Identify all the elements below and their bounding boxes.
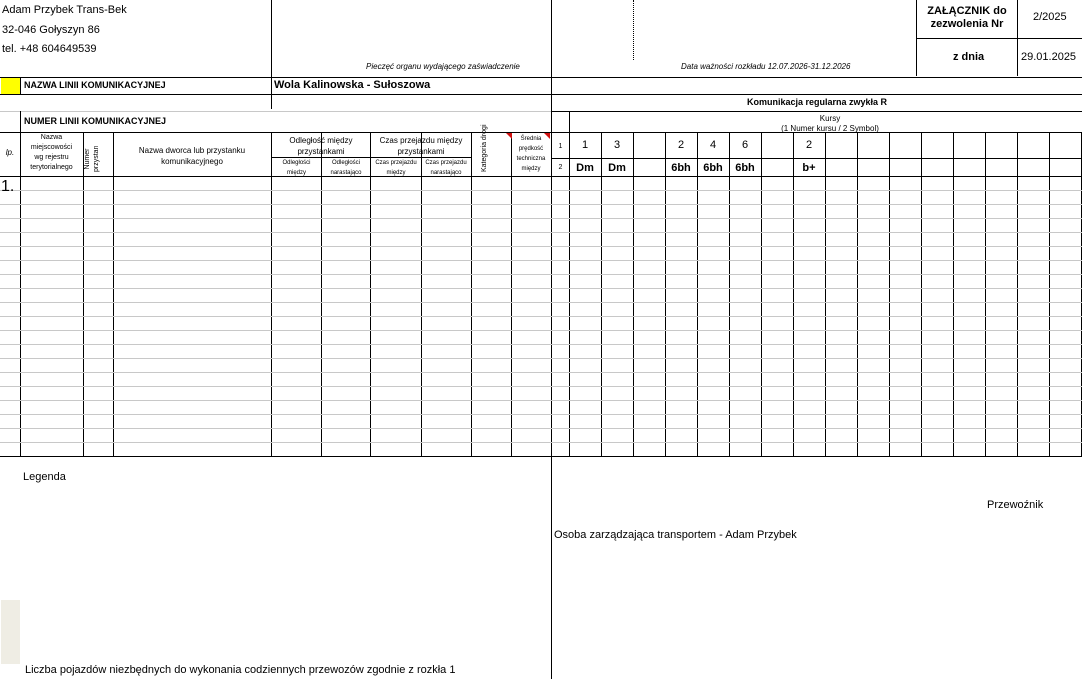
course-symbol: b+ bbox=[802, 162, 816, 174]
grid-line bbox=[729, 132, 730, 456]
col-road-category: Kategoria drogi bbox=[481, 124, 488, 172]
transport-manager: Osoba zarządzająca transportem - Adam Przybek bbox=[554, 529, 797, 541]
carrier-label: Przewoźnik bbox=[987, 499, 1044, 511]
course-symbol: 6bh bbox=[703, 162, 723, 174]
grid-line bbox=[857, 132, 858, 456]
grid-line bbox=[0, 218, 1082, 219]
grid-line bbox=[552, 158, 1082, 159]
course-number: 2 bbox=[805, 139, 813, 151]
grid-line bbox=[321, 132, 322, 456]
grid-line bbox=[953, 132, 954, 456]
line-number-label: NUMER LINII KOMUNIKACYJNEJ bbox=[24, 116, 167, 126]
vehicles-text: Liczba pojazdów niezbędnych do wykonania codziennych przewozów zgodnie z rozkła 1 bbox=[25, 664, 456, 676]
course-symbol: Dm bbox=[608, 162, 626, 174]
course-symbol: 6bh bbox=[671, 162, 691, 174]
col-stop-number: Numer przystan bbox=[84, 145, 100, 172]
company-name: Adam Przybek Trans-Bek bbox=[2, 4, 127, 16]
grid-line bbox=[1017, 132, 1018, 456]
grid-line bbox=[0, 232, 1082, 233]
col-avg-speed: Średnia prędkość techniczna między bbox=[516, 136, 546, 172]
validity-caption: Data ważności rozkładu 12.07.2026-31.12.2026 bbox=[681, 62, 851, 71]
courses-label: Kursy (1 Numer kursu / 2 Symbol) bbox=[781, 114, 879, 133]
grid-line bbox=[793, 132, 794, 456]
col-time-cumulative: Czas przejazdu narastająco bbox=[425, 160, 467, 176]
grid-line bbox=[0, 204, 1082, 205]
grid-line bbox=[0, 386, 1082, 387]
grid-line bbox=[601, 132, 602, 456]
col-distance-cumulative: Odległości narastająco bbox=[330, 160, 362, 176]
grid-line bbox=[0, 176, 1082, 177]
grid-line bbox=[271, 132, 272, 456]
grid-line bbox=[889, 132, 890, 456]
legend-title: Legenda bbox=[23, 471, 66, 483]
course-symbol: Dm bbox=[576, 162, 594, 174]
grid-line bbox=[511, 132, 512, 456]
row-marker-1: 1 bbox=[558, 143, 563, 150]
attachment-label: ZAŁĄCZNIK do zezwolenia Nr bbox=[927, 5, 1007, 30]
course-number: 3 bbox=[613, 139, 621, 151]
company-phone: tel. +48 604649539 bbox=[2, 43, 97, 55]
date-value: 29.01.2025 bbox=[1021, 51, 1077, 63]
col-time: Czas przejazdu między przystankami bbox=[379, 136, 463, 156]
col-stop-name: Nazwa dworca lub przystanku komunikacyjnego bbox=[138, 146, 246, 166]
course-number: 6 bbox=[741, 139, 749, 151]
grid-line bbox=[113, 132, 114, 456]
grid-line bbox=[633, 132, 634, 456]
course-number: 4 bbox=[709, 139, 717, 151]
line-name-value: Wola Kalinowska - Sułoszowa bbox=[274, 79, 431, 91]
grid-line bbox=[921, 132, 922, 456]
row-lp: 1. bbox=[1, 178, 15, 195]
grid-line bbox=[1049, 132, 1050, 456]
highlight-cell bbox=[1, 78, 20, 94]
grid-line bbox=[471, 132, 472, 456]
grid-line bbox=[0, 456, 1082, 457]
grid-line bbox=[0, 400, 1082, 401]
col-lp: lp. bbox=[5, 148, 15, 157]
course-number: 1 bbox=[581, 139, 589, 151]
grid-line bbox=[20, 132, 21, 456]
grid-line bbox=[761, 132, 762, 456]
grid-line bbox=[825, 132, 826, 456]
grid-line bbox=[0, 372, 1082, 373]
date-label: z dnia bbox=[953, 51, 985, 63]
course-symbol: 6bh bbox=[735, 162, 755, 174]
grid-line bbox=[985, 132, 986, 456]
grid-line bbox=[665, 132, 666, 456]
grid-line bbox=[0, 344, 1082, 345]
legend-fill bbox=[1, 600, 20, 664]
grid-line bbox=[83, 132, 84, 456]
col-distance: Odległość między przystankami bbox=[289, 136, 353, 156]
grid-line bbox=[0, 190, 1082, 191]
grid-line bbox=[0, 442, 1082, 443]
permit-number: 2/2025 bbox=[1033, 11, 1067, 23]
col-distance-between: Odległości między bbox=[282, 160, 311, 176]
grid-line bbox=[0, 414, 1082, 415]
grid-line bbox=[421, 132, 422, 456]
communication-type: Komunikacja regularna zwykła R bbox=[746, 97, 888, 107]
comment-marker bbox=[544, 133, 550, 139]
grid-line bbox=[0, 288, 1082, 289]
grid-line bbox=[697, 132, 698, 456]
stamp-caption: Pieczęć organu wydającego zaświadczenie bbox=[366, 62, 520, 71]
grid-line bbox=[569, 132, 570, 456]
grid-line bbox=[0, 246, 1082, 247]
company-address: 32-046 Gołyszyn 86 bbox=[2, 24, 100, 36]
line-name-label: NAZWA LINII KOMUNIKACYJNEJ bbox=[24, 80, 166, 90]
col-time-between: Czas przejazdu między bbox=[375, 160, 417, 176]
grid-line bbox=[0, 274, 1082, 275]
course-number: 2 bbox=[677, 139, 685, 151]
grid-line bbox=[0, 302, 1082, 303]
grid-line bbox=[0, 330, 1082, 331]
grid-line bbox=[0, 358, 1082, 359]
grid-line bbox=[0, 428, 1082, 429]
comment-marker bbox=[506, 133, 512, 139]
col-locality: Nazwa miejscowości wg rejestru terytorialnego bbox=[30, 134, 73, 171]
grid-line bbox=[0, 316, 1082, 317]
row-marker-2: 2 bbox=[558, 164, 563, 171]
grid-line bbox=[0, 260, 1082, 261]
grid-line bbox=[370, 132, 371, 456]
